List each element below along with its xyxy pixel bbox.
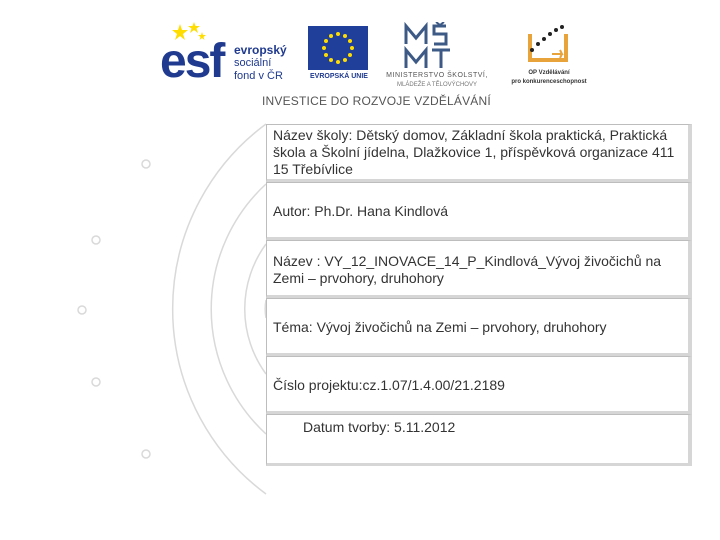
topic-text: Téma: Vývoj živočichů na Zemi – prvohory, druhohory <box>273 319 607 335</box>
author-text: Autor: Ph.Dr. Hana Kindlová <box>273 203 449 219</box>
op-line-2: pro konkurenceschopnost <box>511 79 587 85</box>
op-logo <box>504 22 594 92</box>
msmt-logo <box>374 22 500 92</box>
list-item-title <box>266 240 692 298</box>
investment-caption: INVESTICE DO ROZVOJE VZDĚLÁVÁNÍ <box>262 94 491 108</box>
esf-text <box>234 44 287 83</box>
list-item-date <box>266 414 692 466</box>
esf-line-3: fond v ČR <box>234 70 283 82</box>
eu-logo <box>308 26 368 84</box>
msmt-mark-icon <box>402 22 472 72</box>
esf-line-2: sociální <box>234 57 272 69</box>
eu-label: EVROPSKÁ UNIE <box>310 73 368 80</box>
esf-logo <box>160 24 300 88</box>
list-item-school <box>266 124 692 182</box>
op-mark-icon <box>522 24 574 66</box>
school-name-text: Název školy: Dětský domov, Základní škola praktická, Praktická škola a Školní jídelna, Dlažkovice 1, příspěvková organizace 411 15 Třebívlice <box>273 127 675 177</box>
esf-line-1: evropský <box>234 43 287 57</box>
list-item-author <box>266 182 692 240</box>
msmt-line-2: MLÁDEŽE A TĚLOVÝCHOVY <box>397 82 477 88</box>
title-text: Název : VY_12_INOVACE_14_P_Kindlová_Vývoj živočichů na Zemi – prvohory, druhohory <box>273 253 662 286</box>
msmt-line-1: MINISTERSTVO ŠKOLSTVÍ, <box>386 72 488 79</box>
list-item-topic <box>266 298 692 356</box>
creation-date-text: Datum tvorby: 5.11.2012 <box>303 419 456 435</box>
eu-flag-icon <box>308 26 368 70</box>
list-item-project <box>266 356 692 414</box>
esf-wordmark: esf <box>160 35 224 88</box>
info-list <box>266 124 692 466</box>
logo-band <box>0 0 720 118</box>
project-number-text: Číslo projektu:cz.1.07/1.4.00/21.2189 <box>273 377 505 393</box>
op-line-1: OP Vzdělávání <box>528 70 570 76</box>
